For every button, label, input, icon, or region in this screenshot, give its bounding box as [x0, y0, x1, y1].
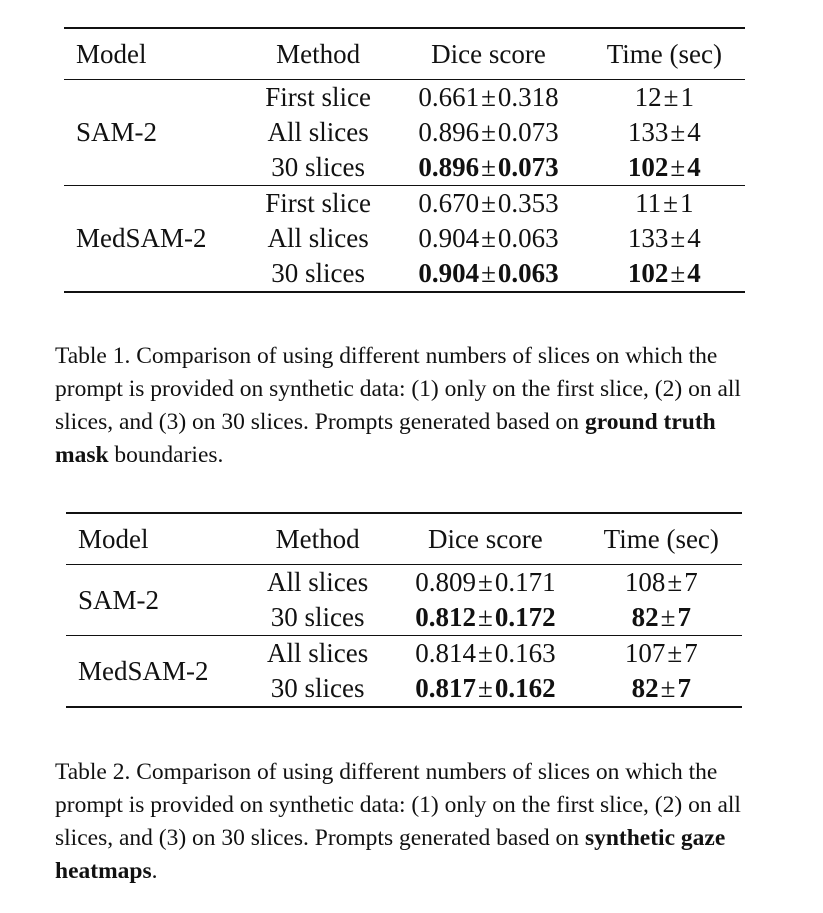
caption-bold: synthetic gaze heatmaps	[55, 825, 726, 884]
plus-minus: ±	[660, 602, 676, 632]
time-sd: 4	[687, 223, 701, 253]
time-mean: 11	[635, 188, 662, 218]
model-cell: MedSAM-2	[76, 223, 207, 253]
table-row	[64, 80, 745, 116]
time-sd: 7	[677, 602, 691, 632]
plus-minus: ±	[660, 673, 676, 703]
time-cell	[584, 221, 745, 256]
time-sd: 4	[687, 117, 701, 147]
method-cell: 30 slices	[271, 258, 366, 288]
caption-text: Table 2. Comparison of using different numbers of slices on which the prompt is provided on synthetic data: (1) only on the first slice, (2) on all slices, and (3) on 30 slices. Prompts generated based on	[55, 759, 741, 851]
dice-cell	[390, 671, 580, 707]
results-table-2	[66, 512, 742, 708]
caption-bold: ground truth mask	[55, 409, 716, 468]
dice-sd: 0.318	[497, 82, 559, 112]
plus-minus: ±	[481, 117, 496, 147]
dice-sd: 0.073	[497, 152, 559, 182]
dice-mean: 0.812	[415, 602, 476, 632]
time-sd: 7	[684, 638, 698, 668]
table-header-row	[66, 513, 742, 565]
time-mean: 82	[631, 673, 659, 703]
table-body	[64, 80, 745, 293]
time-mean: 133	[627, 223, 669, 253]
dice-sd: 0.172	[494, 602, 556, 632]
header-time: Time (sec)	[603, 524, 719, 554]
method-cell: All slices	[266, 567, 369, 597]
header-method: Method	[276, 39, 361, 69]
table-body	[66, 565, 742, 708]
time-mean: 102	[627, 258, 669, 288]
method-cell: All slices	[267, 223, 369, 253]
dice-mean: 0.809	[415, 567, 476, 597]
dice-sd: 0.353	[497, 188, 559, 218]
dice-mean: 0.814	[415, 638, 476, 668]
table-row	[66, 565, 742, 601]
dice-mean: 0.661	[418, 82, 480, 112]
plus-minus: ±	[481, 188, 496, 218]
dice-cell	[393, 115, 583, 150]
time-sd: 7	[684, 567, 698, 597]
plus-minus: ±	[477, 602, 493, 632]
plus-minus: ±	[663, 188, 678, 218]
dice-sd: 0.163	[494, 638, 556, 668]
model-cell: MedSAM-2	[78, 655, 209, 686]
time-sd: 4	[687, 258, 701, 288]
dice-cell	[393, 221, 583, 256]
results-table-1	[64, 27, 745, 293]
time-cell	[581, 671, 742, 707]
dice-sd: 0.171	[494, 567, 556, 597]
header-model: Model	[76, 39, 147, 69]
time-cell	[584, 186, 745, 222]
time-cell	[584, 256, 745, 292]
time-mean: 102	[627, 152, 669, 182]
table-header-row	[64, 28, 745, 80]
plus-minus: ±	[481, 82, 496, 112]
dice-sd: 0.073	[497, 117, 559, 147]
dice-mean: 0.670	[418, 188, 480, 218]
plus-minus: ±	[670, 152, 686, 182]
dice-cell	[393, 256, 583, 292]
time-sd: 1	[679, 188, 694, 218]
dice-mean: 0.896	[418, 152, 480, 182]
plus-minus: ±	[670, 117, 686, 147]
method-cell: First slice	[265, 82, 372, 112]
time-sd: 7	[677, 673, 691, 703]
time-cell	[581, 600, 742, 636]
dice-cell	[390, 636, 580, 672]
plus-minus: ±	[477, 638, 493, 668]
plus-minus: ±	[667, 638, 683, 668]
dice-cell	[393, 186, 583, 222]
time-cell	[584, 150, 745, 186]
plus-minus: ±	[477, 673, 493, 703]
dice-cell	[390, 565, 580, 601]
dice-sd: 0.063	[497, 223, 559, 253]
method-cell: All slices	[267, 117, 369, 147]
time-sd: 1	[680, 82, 694, 112]
method-cell: 30 slices	[271, 152, 366, 182]
table-row	[66, 636, 742, 672]
time-cell	[584, 80, 745, 116]
dice-mean: 0.904	[418, 258, 480, 288]
model-cell: SAM-2	[78, 584, 160, 615]
header-dice: Dice score	[428, 524, 543, 554]
caption-tail: .	[151, 858, 158, 884]
time-mean: 12	[634, 82, 662, 112]
header-method: Method	[275, 524, 360, 554]
caption-tail: boundaries.	[108, 442, 224, 468]
dice-mean: 0.817	[415, 673, 476, 703]
time-mean: 107	[624, 638, 666, 668]
plus-minus: ±	[481, 258, 496, 288]
plus-minus: ±	[477, 567, 493, 597]
method-cell: All slices	[266, 638, 369, 668]
plus-minus: ±	[667, 567, 683, 597]
header-model: Model	[78, 524, 149, 554]
time-sd: 4	[687, 152, 701, 182]
plus-minus: ±	[663, 82, 679, 112]
plus-minus: ±	[670, 258, 686, 288]
table-2-caption	[55, 756, 767, 888]
time-cell	[581, 565, 742, 601]
method-cell: 30 slices	[270, 673, 365, 703]
dice-sd: 0.063	[497, 258, 559, 288]
plus-minus: ±	[481, 223, 496, 253]
plus-minus: ±	[481, 152, 496, 182]
dice-cell	[393, 150, 583, 186]
time-mean: 108	[624, 567, 666, 597]
method-cell: 30 slices	[270, 602, 365, 632]
caption-text: Table 1. Comparison of using different numbers of slices on which the prompt is provided on synthetic data: (1) only on the first slice, (2) on all slices, and (3) on 30 slices. Prompts generated based on	[55, 343, 741, 435]
model-cell: SAM-2	[76, 117, 158, 147]
header-dice: Dice score	[431, 39, 546, 69]
method-cell: First slice	[265, 188, 372, 218]
time-cell	[581, 636, 742, 672]
plus-minus: ±	[670, 223, 686, 253]
dice-mean: 0.896	[418, 117, 480, 147]
time-mean: 133	[627, 117, 669, 147]
table-row	[64, 186, 745, 222]
dice-cell	[393, 80, 583, 116]
table-1-caption	[55, 340, 767, 472]
time-cell	[584, 115, 745, 150]
header-time: Time (sec)	[606, 39, 722, 69]
dice-sd: 0.162	[494, 673, 556, 703]
dice-cell	[390, 600, 580, 636]
time-mean: 82	[631, 602, 659, 632]
dice-mean: 0.904	[418, 223, 480, 253]
